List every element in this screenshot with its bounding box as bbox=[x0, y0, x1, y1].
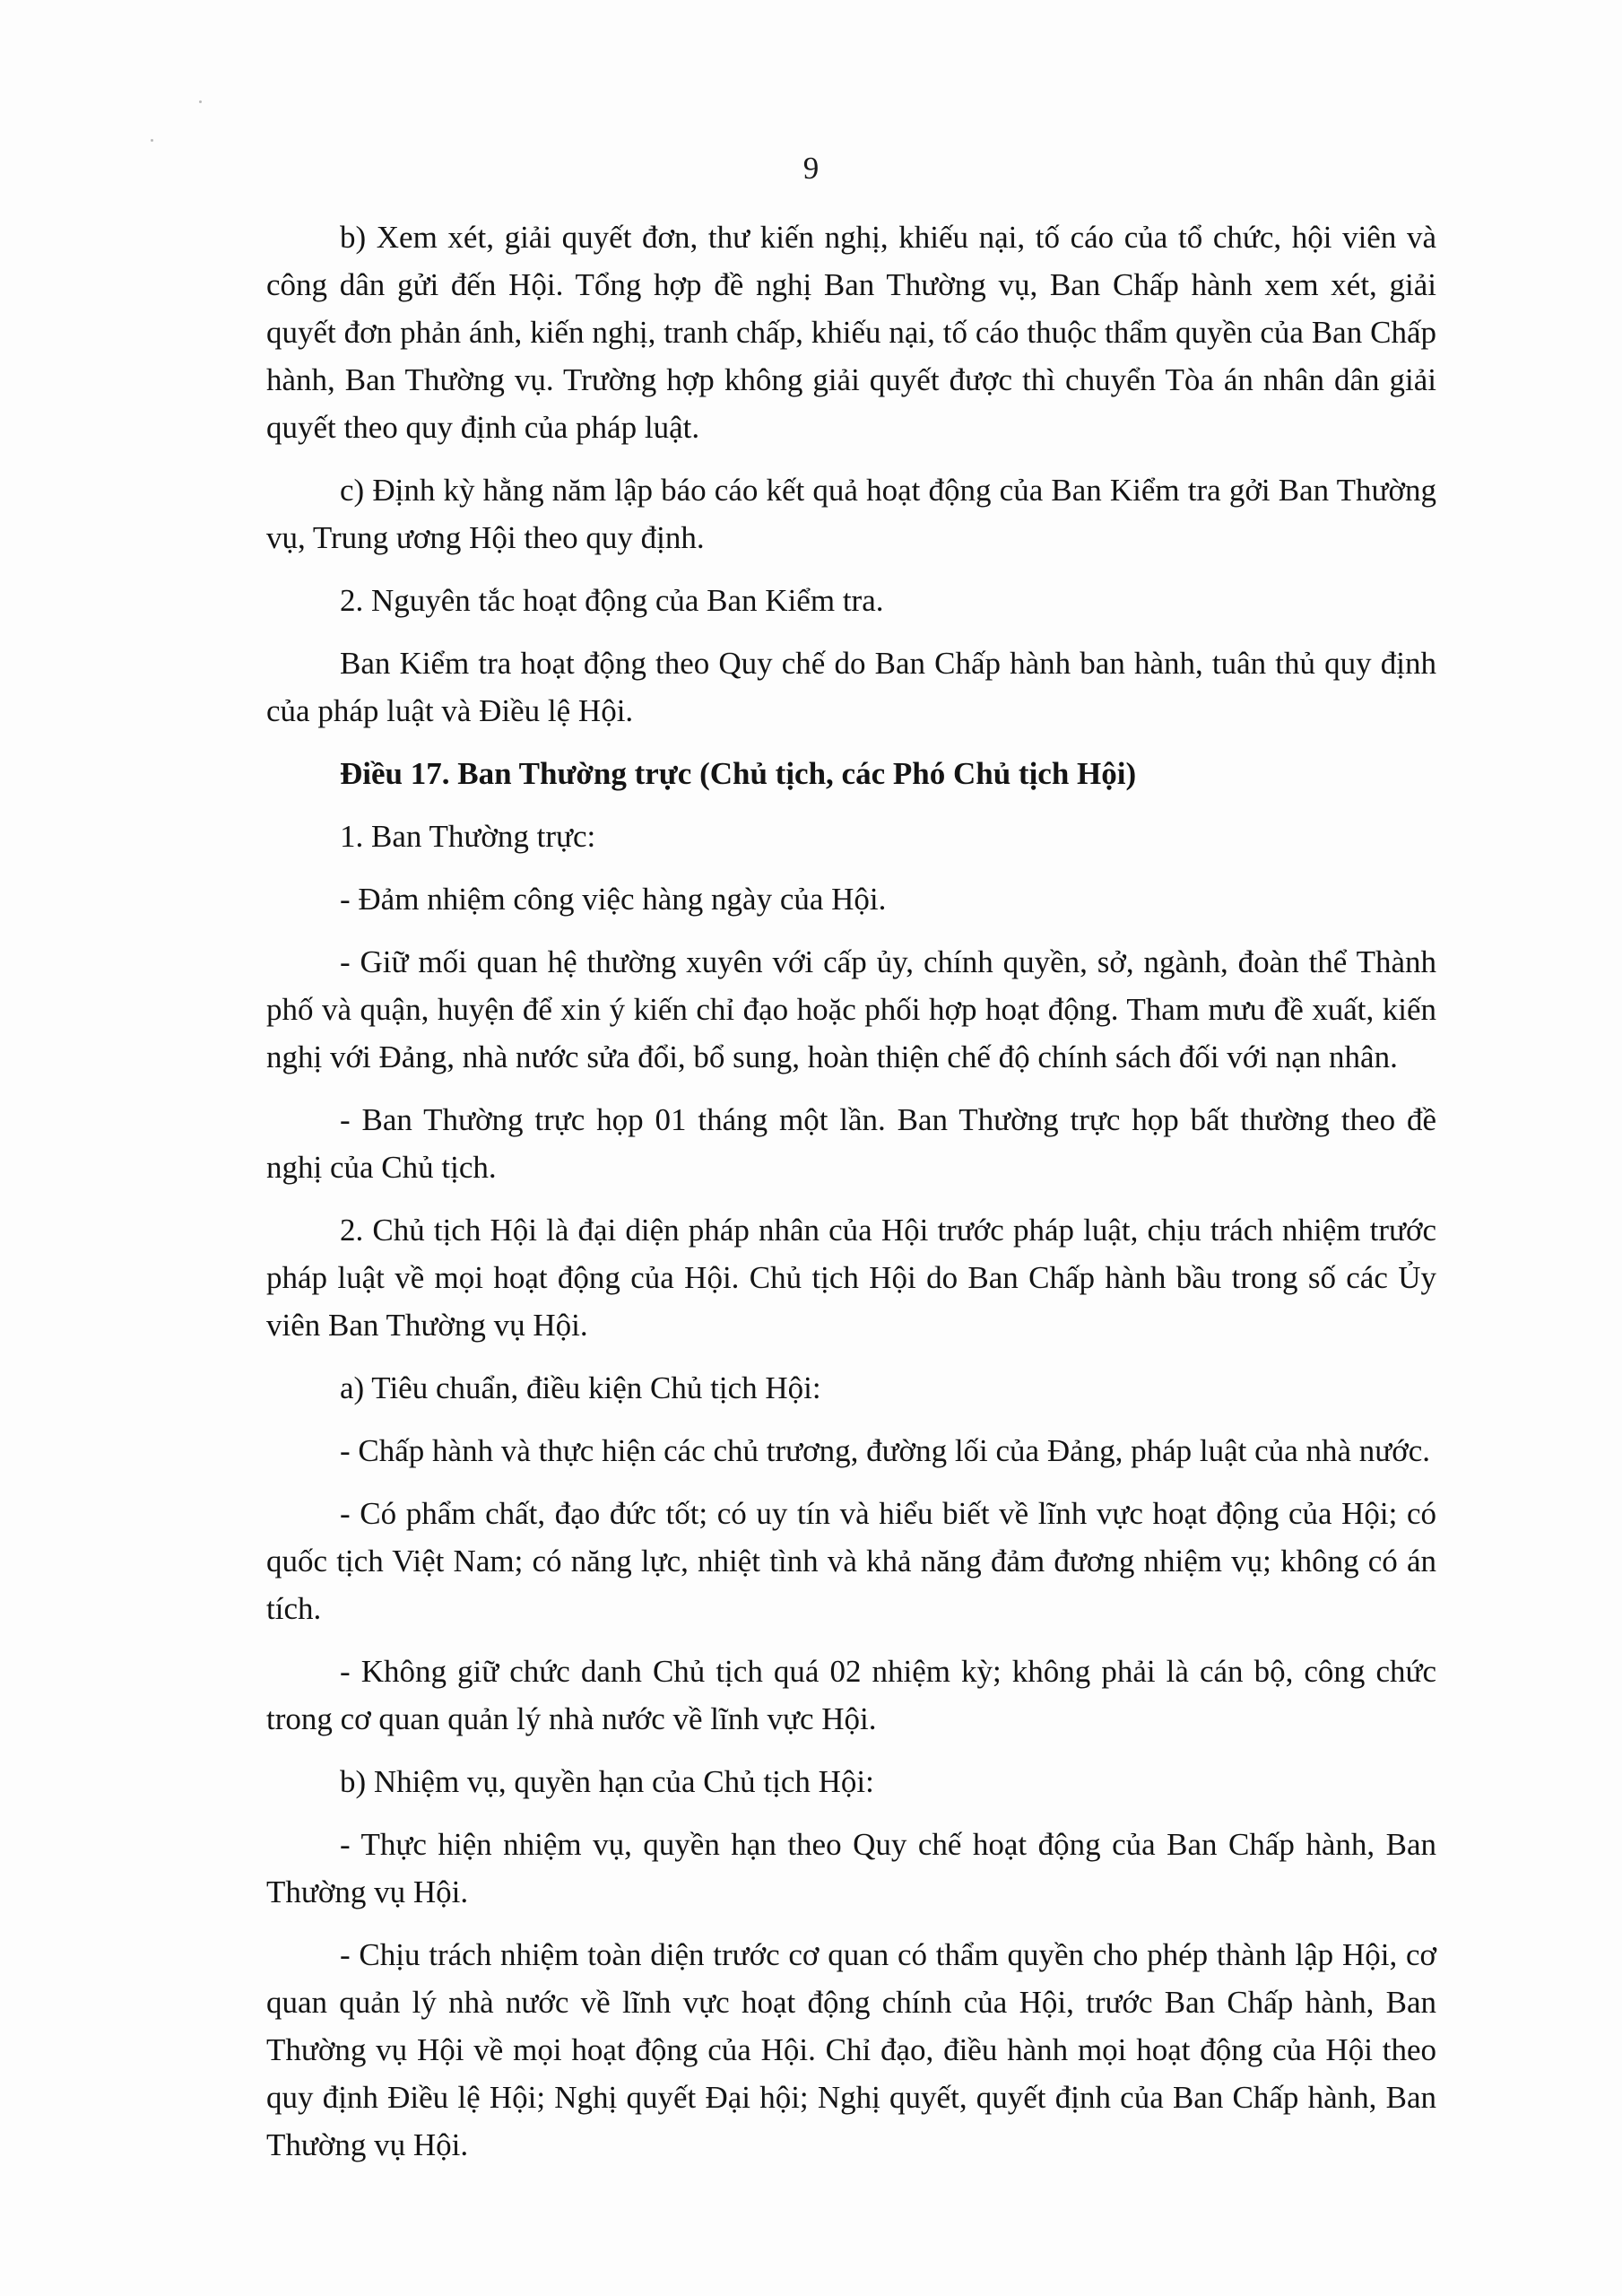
paragraph-hop-thang: - Ban Thường trực họp 01 tháng một lần. Ban Thường trực họp bất thường theo đề nghị của Chủ tịch. bbox=[266, 1102, 1436, 1185]
paragraph-ban-kiem-tra: Ban Kiểm tra hoạt động theo Quy chế do Ban Chấp hành ban hành, tuân thủ quy định của pháp luật và Điều lệ Hội. bbox=[266, 646, 1436, 728]
paragraph-nguyen-tac: 2. Nguyên tắc hoạt động của Ban Kiểm tra. bbox=[340, 583, 884, 618]
paragraph-chu-tich-hoi: 2. Chủ tịch Hội là đại diện pháp nhân của Hội trước pháp luật, chịu trách nhiệm trước pháp luật về mọi hoạt động của Hội. Chủ tịch Hội do Ban Chấp hành bầu trong số các Ủy viên Ban Thường vụ Hội. bbox=[266, 1213, 1436, 1343]
paragraph-b-xem-xet: b) Xem xét, giải quyết đơn, thư kiến nghị, khiếu nại, tố cáo của tổ chức, hội viên và công dân gửi đến Hội. Tổng hợp đề nghị Ban Thường vụ, Ban Chấp hành xem xét, giải quyết đơn phản ánh, kiến nghị, tranh chấp, khiếu nại, tố cáo thuộc thẩm quyền của Ban Chấp hành, Ban Thường vụ. Trường hợp không giải quyết được thì chuyển Tòa án nhân dân giải quyết theo quy định của pháp luật. bbox=[266, 220, 1436, 445]
page-number: 9 bbox=[802, 151, 820, 186]
paragraph-chiu-trach-nhiem: - Chịu trách nhiệm toàn diện trước cơ quan có thẩm quyền cho phép thành lập Hội, cơ quan quản lý nhà nước về lĩnh vực hoạt động chính của Hội, trước Ban Chấp hành, Ban Thường vụ Hội về mọi hoạt động của Hội. Chỉ đạo, điều hành mọi hoạt động của Hội theo quy định Điều lệ Hội; Nghị quyết Đại hội; Nghị quyết, quyết định của Ban Chấp hành, Ban Thường vụ Hội. bbox=[266, 1937, 1436, 2162]
paragraph-pham-chat: - Có phẩm chất, đạo đức tốt; có uy tín và hiểu biết về lĩnh vực hoạt động của Hội; có quốc tịch Việt Nam; có năng lực, nhiệt tình và khả năng đảm đương nhiệm vụ; không có án tích. bbox=[266, 1496, 1436, 1626]
scan-speck bbox=[151, 139, 153, 142]
article-17-heading: Điều 17. Ban Thường trực (Chủ tịch, các Phó Chủ tịch Hội) bbox=[340, 756, 1137, 791]
scan-speck bbox=[199, 100, 202, 103]
paragraph-khong-giu-chuc-danh: - Không giữ chức danh Chủ tịch quá 02 nhiệm kỳ; không phải là cán bộ, công chức trong cơ quan quản lý nhà nước về lĩnh vực Hội. bbox=[266, 1654, 1436, 1736]
paragraph-nhiem-vu: b) Nhiệm vụ, quyền hạn của Chủ tịch Hội: bbox=[340, 1764, 874, 1799]
paragraph-chap-hanh: - Chấp hành và thực hiện các chủ trương, đường lối của Đảng, pháp luật của nhà nước. bbox=[340, 1433, 1431, 1468]
paragraph-ban-thuong-truc: 1. Ban Thường trực: bbox=[340, 819, 596, 854]
paragraph-tieu-chuan: a) Tiêu chuẩn, điều kiện Chủ tịch Hội: bbox=[340, 1370, 821, 1405]
paragraph-giu-moi-quan-he: - Giữ mối quan hệ thường xuyên với cấp ủy, chính quyền, sở, ngành, đoàn thể Thành phố và quận, huyện để xin ý kiến chỉ đạo hoặc phối hợp hoạt động. Tham mưu đề xuất, kiến nghị với Đảng, nhà nước sửa đổi, bổ sung, hoàn thiện chế độ chính sách đối với nạn nhân. bbox=[266, 944, 1436, 1074]
paragraph-thuc-hien: - Thực hiện nhiệm vụ, quyền hạn theo Quy chế hoạt động của Ban Chấp hành, Ban Thường vụ Hội. bbox=[266, 1827, 1436, 1909]
paragraph-dam-nhiem: - Đảm nhiệm công việc hàng ngày của Hội. bbox=[340, 882, 887, 917]
document-body bbox=[266, 213, 1436, 2184]
paragraph-c-dinh-ky: c) Định kỳ hằng năm lập báo cáo kết quả hoạt động của Ban Kiểm tra gởi Ban Thường vụ, Trung ương Hội theo quy định. bbox=[266, 473, 1436, 555]
